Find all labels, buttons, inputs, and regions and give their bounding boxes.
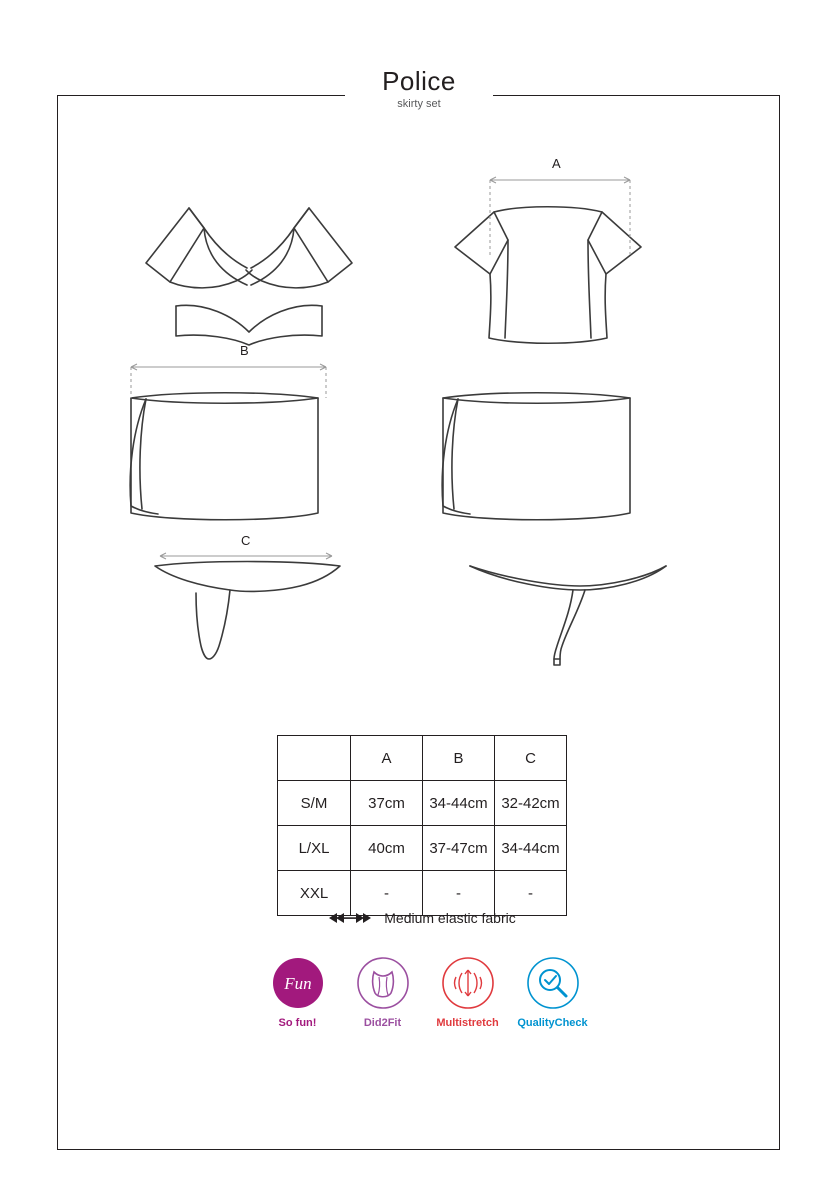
badge-label: So fun!	[278, 1017, 317, 1029]
dimension-label-a: A	[552, 156, 561, 171]
cell-a: 40cm	[351, 826, 423, 871]
badge-multistretch	[425, 957, 510, 1030]
table-row	[278, 871, 567, 916]
page-title: Police	[382, 66, 456, 96]
page-subtitle: skirty set	[397, 98, 441, 110]
badge-qualitycheck	[510, 957, 595, 1030]
bodysuit-icon	[357, 957, 409, 1009]
size-table	[277, 735, 567, 916]
multistretch-icon	[442, 957, 494, 1009]
title-block	[345, 66, 493, 124]
table-header-b: B	[423, 736, 495, 781]
badge-so-fun	[255, 957, 340, 1030]
cell-a: 37cm	[351, 781, 423, 826]
cell-c: -	[495, 871, 567, 916]
cell-c: 32-42cm	[495, 781, 567, 826]
row-size-label: XXL	[278, 871, 351, 916]
cell-b: 34-44cm	[423, 781, 495, 826]
badge-label: QualityCheck	[517, 1017, 588, 1029]
badge-label: Did2Fit	[363, 1017, 402, 1029]
fabric-note	[277, 910, 565, 926]
cell-b: 37-47cm	[423, 826, 495, 871]
feature-badges	[255, 957, 595, 1030]
row-size-label: S/M	[278, 781, 351, 826]
magnifier-check-icon	[527, 957, 579, 1009]
badge-label: Multistretch	[436, 1017, 499, 1029]
cell-c: 34-44cm	[495, 826, 567, 871]
fabric-note-text: Medium elastic fabric	[384, 910, 516, 926]
cell-b: -	[423, 871, 495, 916]
table-row	[278, 826, 567, 871]
cell-a: -	[351, 871, 423, 916]
table-row	[278, 781, 567, 826]
badge-did2fit	[340, 957, 425, 1030]
double-arrow-icon	[326, 911, 374, 925]
table-header-c: C	[495, 736, 567, 781]
table-header-row	[278, 736, 567, 781]
table-corner-cell	[278, 736, 351, 781]
dimension-label-c: C	[241, 533, 251, 548]
table-header-a: A	[351, 736, 423, 781]
dimension-label-b: B	[240, 343, 249, 358]
fun-circle-icon	[272, 957, 324, 1009]
svg-text:Fun: Fun	[283, 974, 312, 993]
row-size-label: L/XL	[278, 826, 351, 871]
